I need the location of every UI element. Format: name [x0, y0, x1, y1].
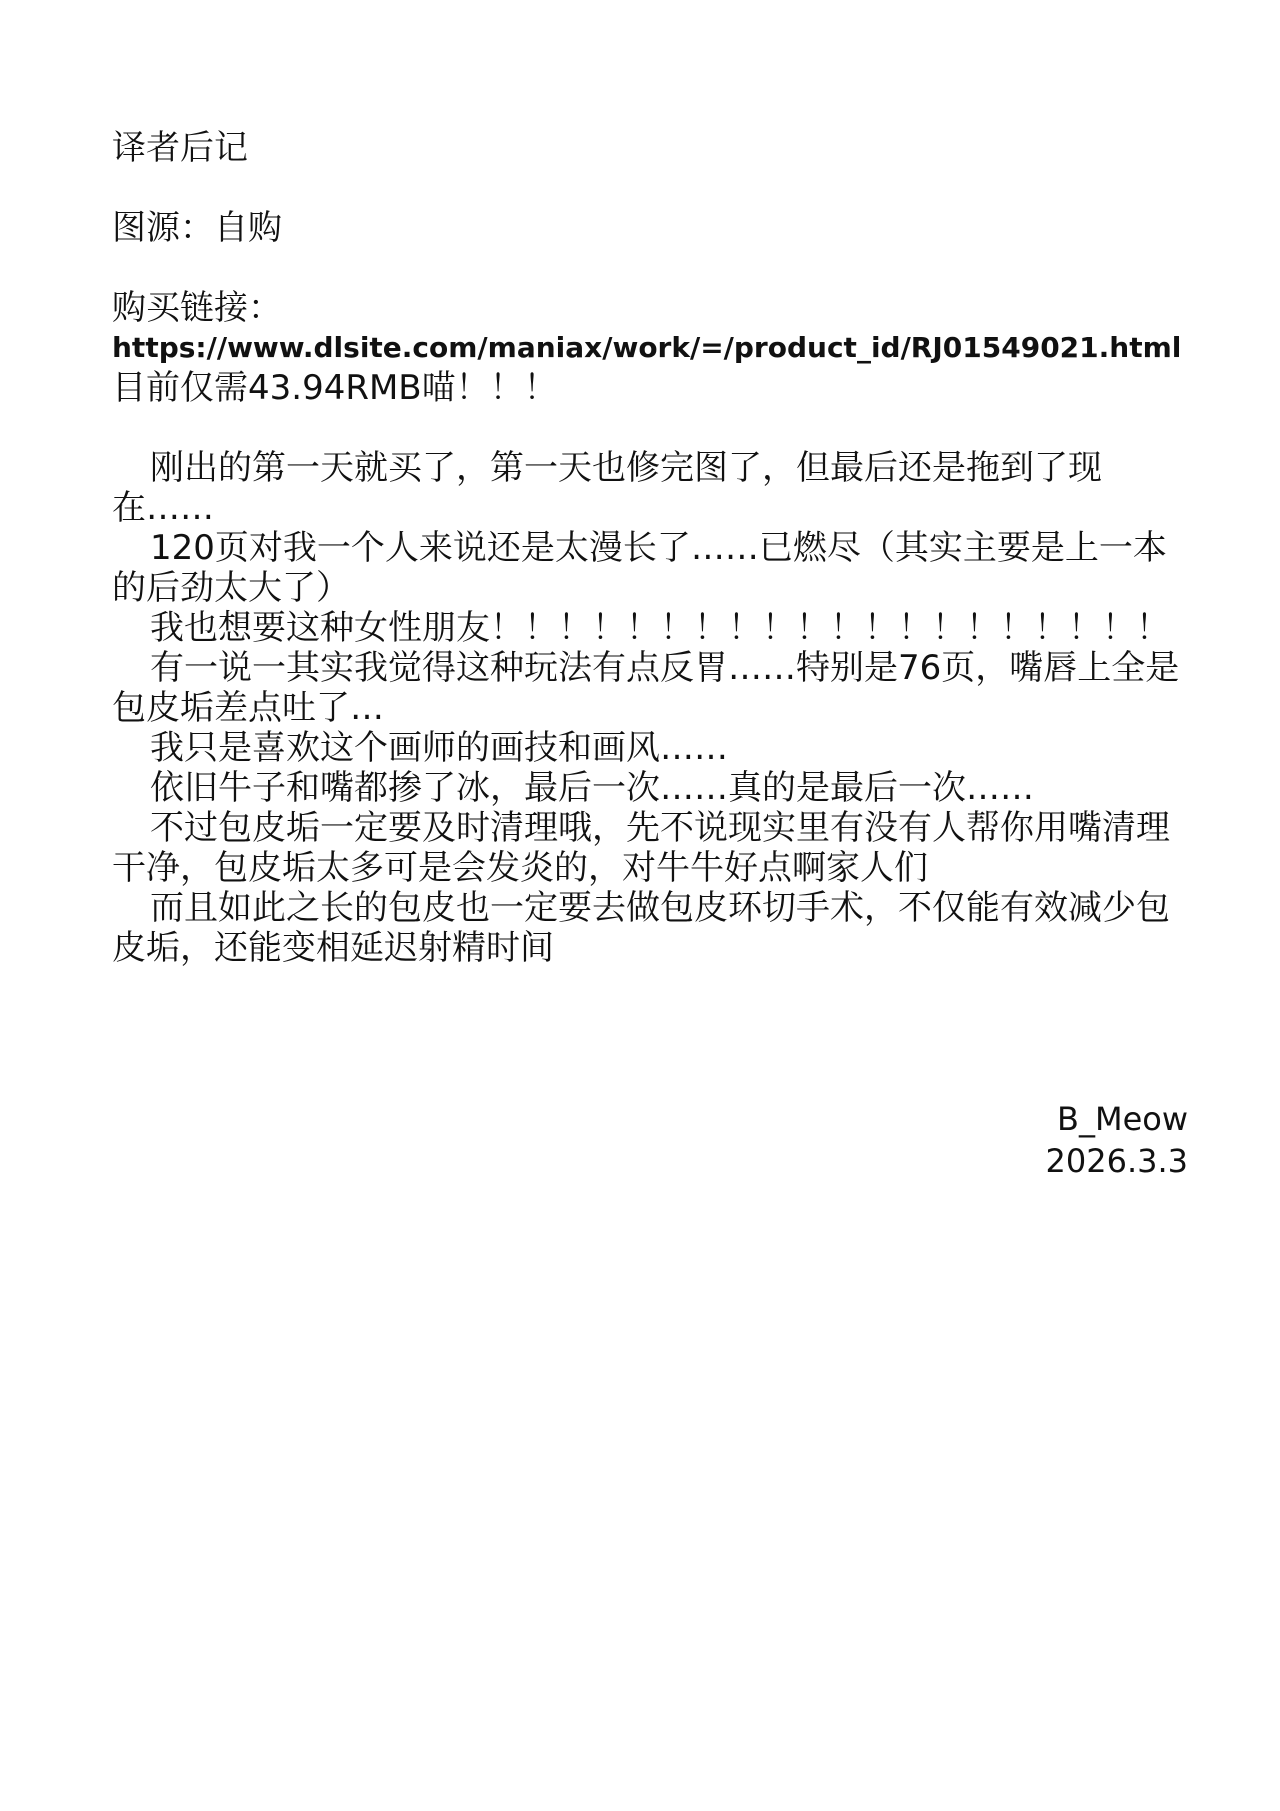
afterword-body [112, 448, 1192, 968]
purchase-info [112, 288, 1192, 408]
paragraph: 依旧牛子和嘴都掺了冰，最后一次……真的是最后一次…… [150, 768, 1034, 808]
purchase-link-label: 购买链接： [112, 288, 282, 328]
paragraph: 我也想要这种女性朋友！！！！！！！！！！！！！！！！！！！！ [150, 608, 1170, 648]
paragraph: 不过包皮垢一定要及时清理哦，先不说现实里有没有人帮你用嘴清理干净，包皮垢太多可是会发炎的，对牛牛好点啊家人们 [112, 808, 1170, 888]
paragraph: 有一说一其实我觉得这种玩法有点反胃……特别是76页，嘴唇上全是包皮垢差点吐了… [112, 648, 1180, 728]
paragraph: 刚出的第一天就买了，第一天也修完图了，但最后还是拖到了现在…… [112, 448, 1102, 528]
paragraph: 而且如此之长的包皮也一定要去做包皮环切手术，不仅能有效减少包皮垢，还能变相延迟射精时间 [112, 888, 1170, 968]
signature-block [1046, 1098, 1189, 1182]
signature-date: 2026.3.3 [1045, 1142, 1188, 1180]
paragraph: 120页对我一个人来说还是太漫长了……已燃尽（其实主要是上一本的后劲太大了） [112, 528, 1167, 608]
price-line: 目前仅需43.94RMB喵！！！ [112, 368, 558, 408]
image-source-line: 图源：自购 [112, 208, 282, 248]
paragraph: 我只是喜欢这个画师的画技和画风…… [150, 728, 728, 768]
afterword-content [112, 128, 1192, 968]
signature-name: B_Meow [1057, 1100, 1188, 1138]
purchase-link[interactable]: https://www.dlsite.com/maniax/work/=/product_id/RJ01549021.html [112, 331, 1182, 364]
page-title: 译者后记 [112, 128, 248, 168]
